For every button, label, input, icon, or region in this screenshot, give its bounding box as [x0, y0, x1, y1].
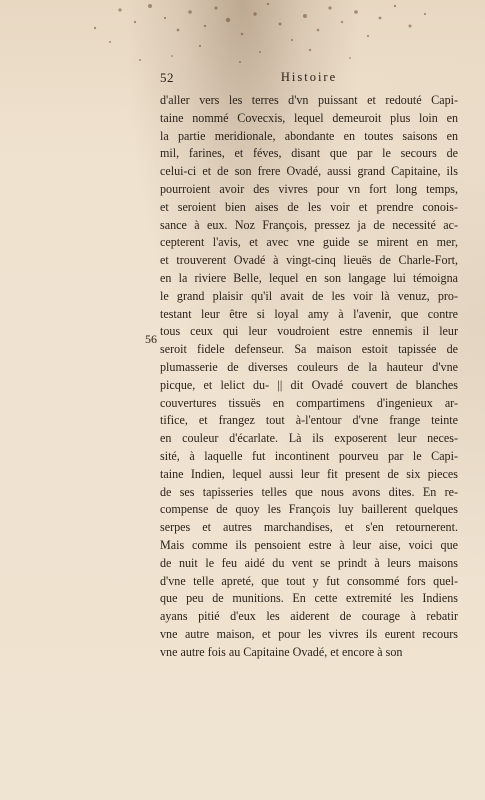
text-line: compense de quoy les François luy baillerent quelques	[160, 502, 458, 517]
text-line: ayans pitié d'eux les aiderent de courage à rebatir	[160, 609, 458, 624]
text-line: cepterent l'avis, et avec vne guide se mirent en mer,	[160, 235, 458, 250]
foxing-stains	[0, 0, 485, 80]
text-line: en la riviere Belle, lequel en son langage lui témoigna	[160, 270, 458, 285]
text-line: de nuit le feu aidé du vent se prindt à leurs maisons	[160, 555, 458, 570]
text-line: la partie meridionale, abondante en toutes saisons en	[160, 128, 458, 143]
text-line: sité, à laquelle fut incontinent pourveu par le Capi-	[160, 448, 458, 463]
text-line: de ses tapisseries telles que nous avons dites. En re-	[160, 484, 458, 499]
text-line: taine nommé Covecxis, lequel demeuroit plus loin en	[160, 110, 458, 125]
text-line: d'vne telle apreté, que tout y fut consommé fors quel-	[160, 573, 458, 588]
text-line: serpes et autres marchandises, et s'en retournerent.	[160, 520, 458, 535]
text-line: sance à eux. Noz François, pressez ja de necessité ac-	[160, 217, 458, 232]
text-line: en couleur d'écarlate. Là ils exposerent leur neces-	[160, 431, 458, 446]
text-line: le grand plaisir qu'il avait de les voir là venuz, pro-	[160, 288, 458, 303]
page-header	[160, 70, 458, 88]
text-line: celui-ci et de son frere Ovadé, aussi grand Capitaine, ils	[160, 164, 458, 179]
text-line: d'aller vers les terres d'vn puissant et redouté Capi-	[160, 93, 458, 107]
text-line: taine Indien, lequel aussi leur fit present de six pieces	[160, 466, 458, 481]
text-line: vne autre maison, et pour les vivres ils eurent recours	[160, 626, 458, 641]
text-line: que peu de munitions. En cette extremité les Indiens	[160, 591, 458, 606]
text-line: mil, farines, et féves, disant que par le secours de	[160, 146, 458, 161]
page-number: 52	[160, 70, 174, 85]
text-line: Mais comme ils pensoient estre à leur aise, voici que	[160, 537, 458, 552]
text-line: et trouverent Ovadé à vingt-cinq lieuës de Charle-Fort,	[160, 253, 458, 268]
text-line: vne autre fois au Capitaine Ovadé, et encore à son	[160, 644, 403, 659]
text-line: testant leur être si loyal amy à l'avenir, que contre	[160, 306, 458, 321]
margin-page-number: 56	[145, 332, 157, 346]
text-line: et seroient bien aises de les voir et prendre conois-	[160, 199, 458, 214]
text-line: tous ceux qui leur voudroient estre ennemis il leur	[160, 324, 458, 339]
text-line: picque, et lelict du- || dit Ovadé couvert de blanches	[160, 377, 458, 392]
body-text	[160, 92, 458, 662]
text-line: pourroient avoir des vivres pour vn fort long temps,	[160, 181, 458, 196]
running-head: Histoire	[280, 70, 338, 84]
text-line: tifice, et frangez tout à-l'entour d'vne frange teinte	[160, 413, 458, 428]
text-line: seroit fidele defenseur. Sa maison estoit tapissée de	[160, 342, 458, 357]
text-line: plumasserie de diverses couleurs de la hauteur d'vne	[160, 359, 458, 374]
text-line: couvertures tissuës en compartimens d'ingenieux ar-	[160, 395, 458, 410]
